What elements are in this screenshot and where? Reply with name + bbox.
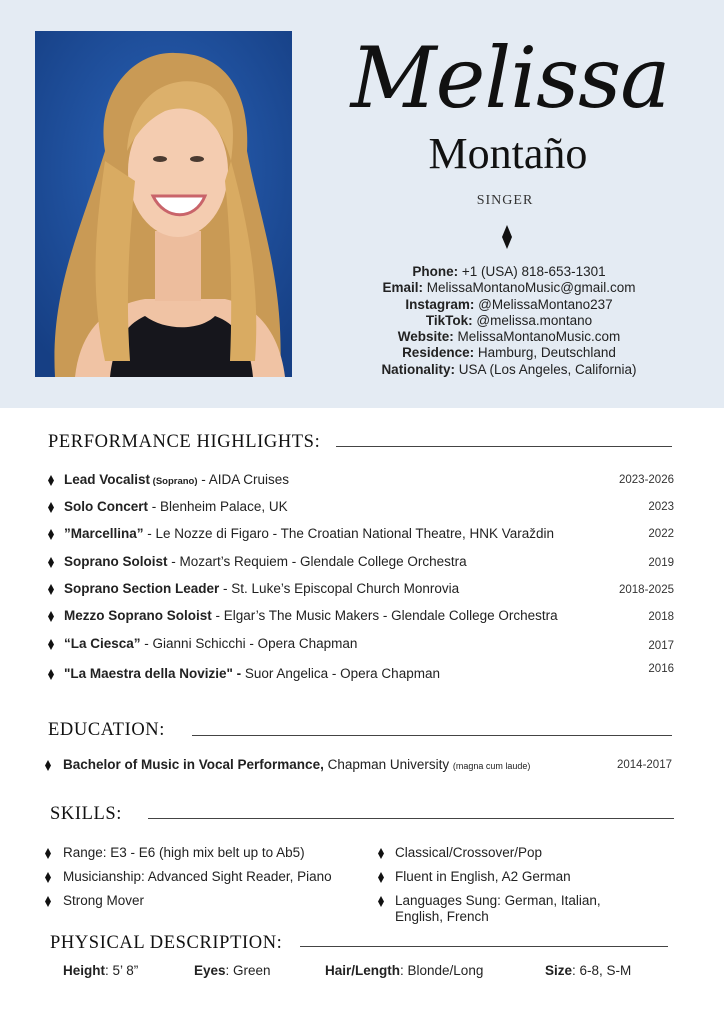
section-rule xyxy=(300,946,668,947)
diamond-bullet-icon xyxy=(45,848,51,859)
education-list: Bachelor of Music in Vocal Performance, Chapman University (magna cum laude) 2014-2017 xyxy=(45,757,672,777)
diamond-bullet-icon xyxy=(45,760,51,771)
year: 2014-2017 xyxy=(617,759,672,771)
year: 2016 xyxy=(648,663,674,675)
contact-tiktok[interactable]: TikTok: @melissa.montano xyxy=(425,312,593,328)
section-title-skills: SKILLS: xyxy=(50,804,123,824)
contact-phone[interactable]: Phone: +1 (USA) 818-653-1301 xyxy=(412,264,606,279)
diamond-bullet-icon xyxy=(48,529,54,540)
last-name: Montaño xyxy=(428,129,588,178)
contact-nationality: Nationality: USA (Los Angeles, California) xyxy=(381,361,637,377)
diamond-bullet-icon xyxy=(48,669,54,680)
diamond-bullet-icon xyxy=(48,639,54,650)
profile-photo xyxy=(35,31,292,377)
contact-email[interactable]: Email: MelissaMontanoMusic@gmail.com xyxy=(382,280,636,296)
section-rule xyxy=(336,446,672,447)
year: 2018 xyxy=(648,611,674,623)
contact-website[interactable]: Website: MelissaMontanoMusic.com xyxy=(397,329,621,345)
skills-left-list: Range: E3 - E6 (high mix belt up to Ab5) Musicianship: Advanced Sight Reader, Piano Strong Mover xyxy=(45,845,365,925)
skills-right-list: Classical/Crossover/Pop Fluent in English, A2 German Languages Sung: German, Italian, English, French xyxy=(378,845,668,930)
first-name: Melissa xyxy=(350,29,670,127)
physical-eyes: Eyes: Green xyxy=(194,963,271,978)
diamond-bullet-icon xyxy=(378,848,384,859)
section-title-performance: PERFORMANCE HIGHLIGHTS: xyxy=(48,432,321,452)
diamond-bullet-icon xyxy=(45,896,51,907)
physical-hair: Hair/Length: Blonde/Long xyxy=(325,963,484,978)
diamond-bullet-icon xyxy=(378,872,384,883)
diamond-bullet-icon xyxy=(48,584,54,595)
performance-list: Lead Vocalist (Soprano) - AIDA Cruises 2023-2026 Solo Concert - Blenheim Palace, UK 2023 ”Marcellina” - Le Nozze di Figaro - The Croatian National Theatre, HNK Varaždin 2022 Soprano Soloist - Mozart’s Requiem - Glendale College Orchestra 2019 Soprano Section Leader - St. Luke’s Episcopal Church Monrovia 2018-2025 Mezzo Soprano Soloist - Elgar’s The Music Makers - Glendale College Orchestra 2018 “La Ciesca” - Gianni Schicchi - Opera Chapman 2017 "La Maestra della Novizie" - Suor Angelica - Opera Chapman 2016 xyxy=(48,472,674,692)
diamond-bullet-icon xyxy=(378,896,384,907)
diamond-bullet-icon xyxy=(48,611,54,622)
section-title-education: EDUCATION: xyxy=(48,720,165,740)
physical-size: Size: 6-8, S-M xyxy=(545,963,632,978)
year: 2023-2026 xyxy=(619,474,674,486)
year: 2019 xyxy=(648,557,674,569)
diamond-bullet-icon xyxy=(45,872,51,883)
diamond-ornament xyxy=(501,225,513,253)
year: 2023 xyxy=(648,501,674,513)
physical-height: Height: 5’ 8” xyxy=(63,963,139,978)
diamond-bullet-icon xyxy=(48,502,54,513)
year: 2017 xyxy=(648,640,674,652)
role-title: SINGER xyxy=(476,193,534,208)
section-rule xyxy=(148,818,674,819)
diamond-bullet-icon xyxy=(48,557,54,568)
diamond-bullet-icon xyxy=(48,475,54,486)
year: 2018-2025 xyxy=(619,584,674,596)
contact-block xyxy=(330,264,688,378)
year: 2022 xyxy=(648,528,674,540)
section-title-physical: PHYSICAL DESCRIPTION: xyxy=(50,933,283,953)
contact-instagram[interactable]: Instagram: @MelissaMontano237 xyxy=(405,296,613,312)
section-rule xyxy=(192,735,672,736)
contact-residence: Residence: Hamburg, Deutschland xyxy=(402,345,616,361)
